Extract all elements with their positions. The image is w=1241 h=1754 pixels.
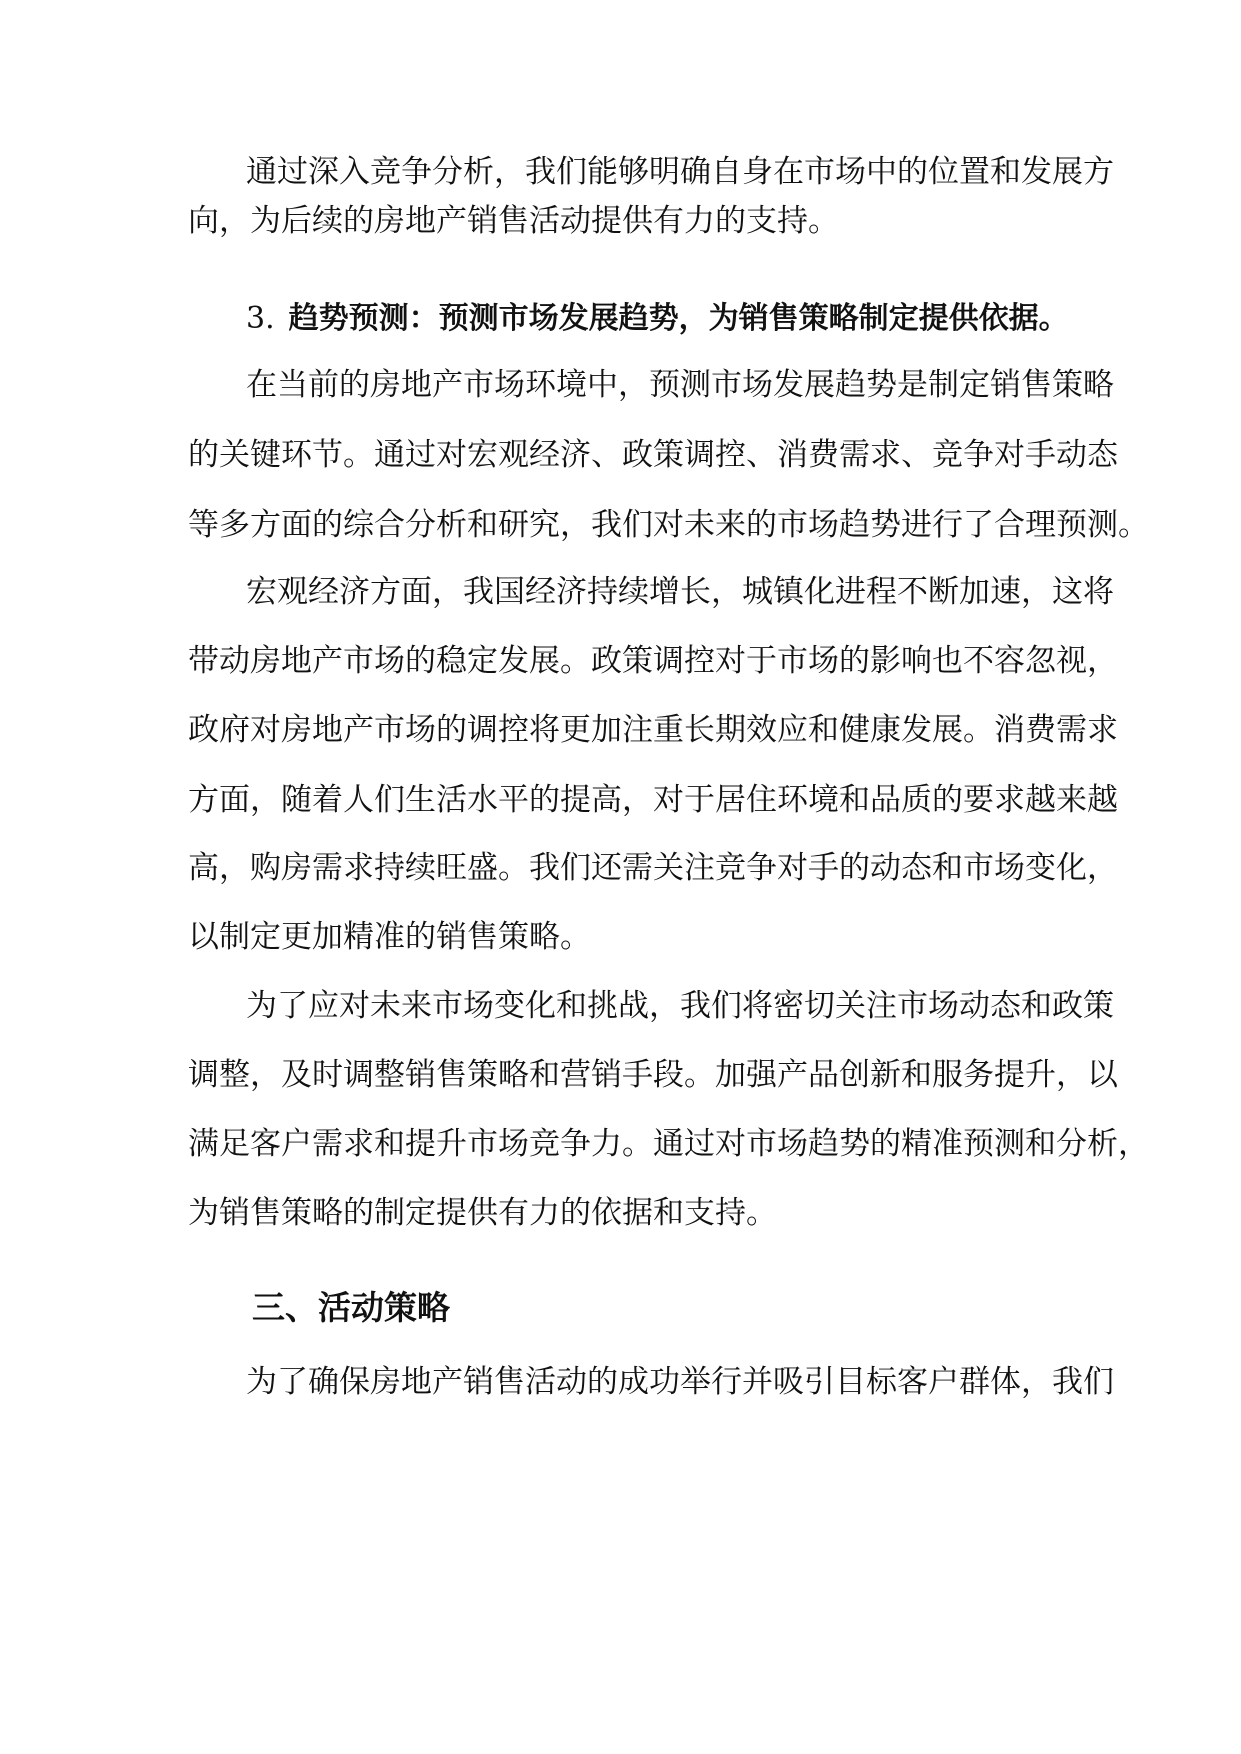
paragraph-line: 高，购房需求持续旺盛。我们还需关注竞争对手的动态和市场变化， <box>188 850 1118 886</box>
section-heading: 三、活动策略 <box>252 1288 450 1327</box>
paragraph-line: 政府对房地产市场的调控将更加注重长期效应和健康发展。消费需求 <box>188 712 1118 748</box>
paragraph-line: 为了应对未来市场变化和挑战，我们将密切关注市场动态和政策 <box>246 988 1114 1024</box>
paragraph-line: 向，为后续的房地产销售活动提供有力的支持。 <box>188 203 839 239</box>
paragraph-line: 满足客户需求和提升市场竞争力。通过对市场趋势的精准预测和分析， <box>188 1126 1149 1162</box>
subsection-heading <box>246 299 1069 339</box>
subsection-number: 3. <box>246 301 275 336</box>
paragraph-line: 通过深入竞争分析，我们能够明确自身在市场中的位置和发展方 <box>246 154 1114 190</box>
paragraph-line: 带动房地产市场的稳定发展。政策调控对于市场的影响也不容忽视， <box>188 643 1118 679</box>
paragraph-line: 以制定更加精准的销售策略。 <box>188 919 591 955</box>
paragraph-line: 在当前的房地产市场环境中，预测市场发展趋势是制定销售策略 <box>246 367 1114 403</box>
paragraph-line: 宏观经济方面，我国经济持续增长，城镇化进程不断加速，这将 <box>246 574 1114 610</box>
paragraph-line: 调整，及时调整销售策略和营销手段。加强产品创新和服务提升，以 <box>188 1057 1118 1093</box>
paragraph-line: 为销售策略的制定提供有力的依据和支持。 <box>188 1195 777 1231</box>
paragraph-line: 的关键环节。通过对宏观经济、政策调控、消费需求、竞争对手动态 <box>188 437 1118 473</box>
paragraph-line: 为了确保房地产销售活动的成功举行并吸引目标客户群体，我们 <box>246 1364 1114 1400</box>
subsection-title: 趋势预测：预测市场发展趋势，为销售策略制定提供依据。 <box>288 301 1069 336</box>
paragraph-line: 方面，随着人们生活水平的提高，对于居住环境和品质的要求越来越 <box>188 782 1118 818</box>
paragraph-line: 等多方面的综合分析和研究，我们对未来的市场趋势进行了合理预测。 <box>188 507 1149 543</box>
